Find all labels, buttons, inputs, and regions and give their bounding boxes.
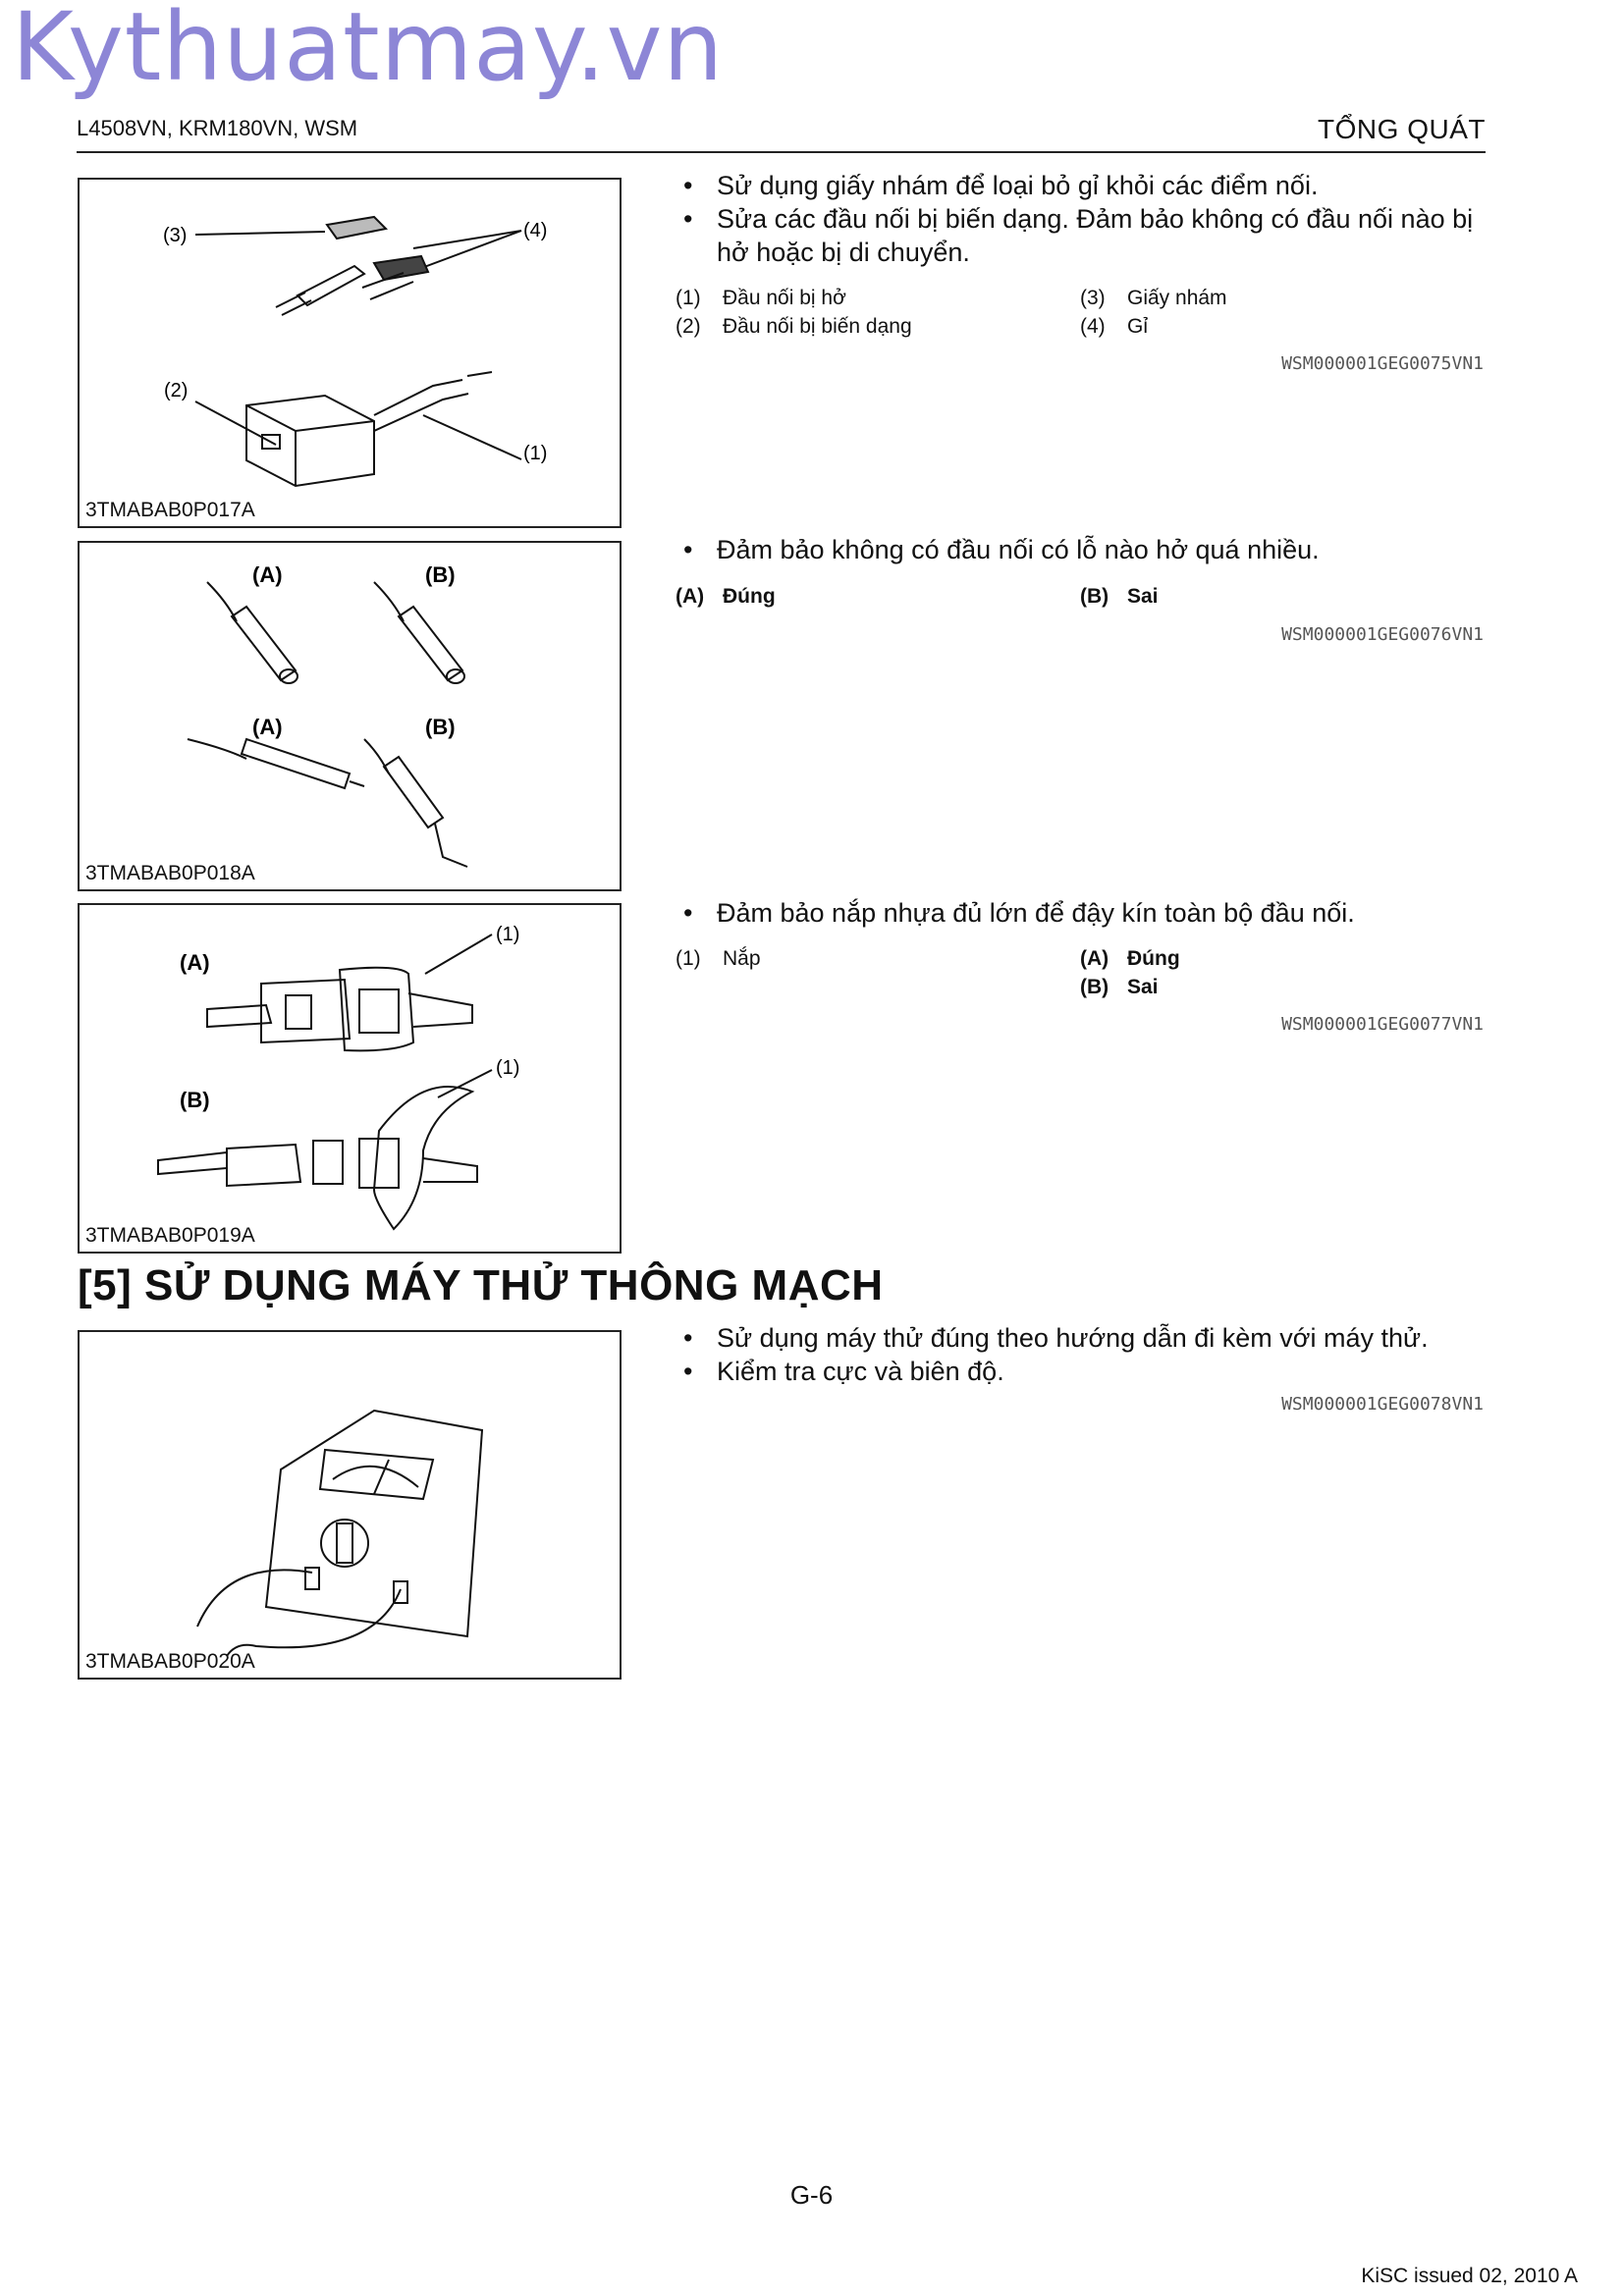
issued-note: KiSC issued 02, 2010 A [1361, 2265, 1578, 2287]
watermark-logo-text: Kythuatmay.vn [12, 0, 725, 102]
label-B-bottom: (B) [425, 715, 456, 739]
header-section: TỔNG QUÁT [1318, 114, 1486, 144]
rusted-terminal-icon [374, 256, 428, 280]
legend-left-2: (A) Đúng [676, 585, 776, 608]
reference-code: WSM000001GEG0078VN1 [1281, 1394, 1484, 1415]
label-B: (B) [180, 1088, 210, 1112]
reference-code: WSM000001GEG0075VN1 [1281, 353, 1484, 374]
connector-cover-illustration [80, 905, 623, 1255]
legend-right-2: (B) Sai [1080, 585, 1159, 608]
label-4: (4) [523, 220, 548, 241]
bullet-item: • Sử dụng máy thử đúng theo hướng dẫn đi kèm với máy thử. [683, 1323, 1429, 1353]
header-model: L4508VN, KRM180VN, WSM [77, 116, 358, 140]
bullet-item: • Sử dụng giấy nhám để loại bỏ gỉ khỏi các điểm nối. [683, 171, 1319, 200]
reference-code: WSM000001GEG0077VN1 [1281, 1014, 1484, 1035]
legend-left-3: (1) Nắp [676, 947, 761, 970]
figure-connector-rust [78, 178, 622, 528]
connector-half-bottom [313, 1141, 343, 1184]
label-1: (1) [523, 443, 548, 464]
connector-rust-illustration [80, 180, 623, 530]
range-knob [321, 1520, 368, 1567]
sandpaper-icon [327, 217, 386, 239]
legend-left-1: (1) Đầu nối bị hở (2) Đầu nối bị biến dạng [676, 287, 912, 338]
header-rule [77, 151, 1486, 153]
figure-code: 3TMABAB0P017A [85, 499, 255, 521]
terminal-wrong-bottom [384, 757, 443, 828]
figure-terminal-opening [78, 541, 622, 891]
bullet-item: • Đảm bảo nắp nhựa đủ lớn để đậy kín toàn bộ đầu nối. [683, 898, 1355, 928]
legend-right-1: (3) Giấy nhám (4) Gỉ [1080, 287, 1227, 338]
label-A-top: (A) [252, 562, 283, 587]
terminal-correct-bottom [242, 739, 350, 788]
figure-circuit-tester [78, 1330, 622, 1680]
label-1-bottom: (1) [496, 1057, 520, 1079]
label-A-bottom: (A) [252, 715, 283, 739]
bullet-item: • Sửa các đầu nối bị biến dạng. Đảm bảo không có đầu nối nào bị hở hoặc bị di chuyển. [683, 204, 1474, 267]
figure-connector-cover [78, 903, 622, 1254]
circuit-tester-illustration [80, 1332, 623, 1682]
bullet-item: • Kiểm tra cực và biên độ. [683, 1357, 1004, 1386]
text-block-1 [676, 169, 1490, 269]
figure-code: 3TMABAB0P019A [85, 1224, 255, 1247]
page-number: G-6 [789, 2180, 834, 2210]
figure-code: 3TMABAB0P018A [85, 862, 255, 884]
cover-wrong [374, 1087, 472, 1229]
reference-code: WSM000001GEG0076VN1 [1281, 624, 1484, 645]
bullet-item: • Đảm bảo không có đầu nối có lỗ nào hở quá nhiều. [683, 535, 1320, 564]
label-A: (A) [180, 950, 210, 975]
terminal-opening-illustration [80, 543, 623, 893]
text-block-4 [676, 1321, 1490, 1388]
tester-dial-window [320, 1450, 433, 1499]
leader-3 [195, 232, 325, 235]
text-block-3 [676, 896, 1490, 930]
cover-correct [340, 968, 413, 1051]
label-1-top: (1) [496, 924, 520, 945]
connector-housing [246, 396, 374, 486]
label-3: (3) [163, 225, 188, 246]
connector-half-left [261, 980, 350, 1042]
text-block-2 [676, 533, 1490, 566]
tester-body [266, 1411, 482, 1636]
section-heading: [5] SỬ DỤNG MÁY THỬ THÔNG MẠCH [78, 1261, 884, 1309]
legend-right-3: (A) Đúng (B) Sai [1080, 947, 1180, 998]
label-2: (2) [164, 380, 189, 401]
label-B-top: (B) [425, 562, 456, 587]
figure-code: 3TMABAB0P020A [85, 1650, 255, 1673]
